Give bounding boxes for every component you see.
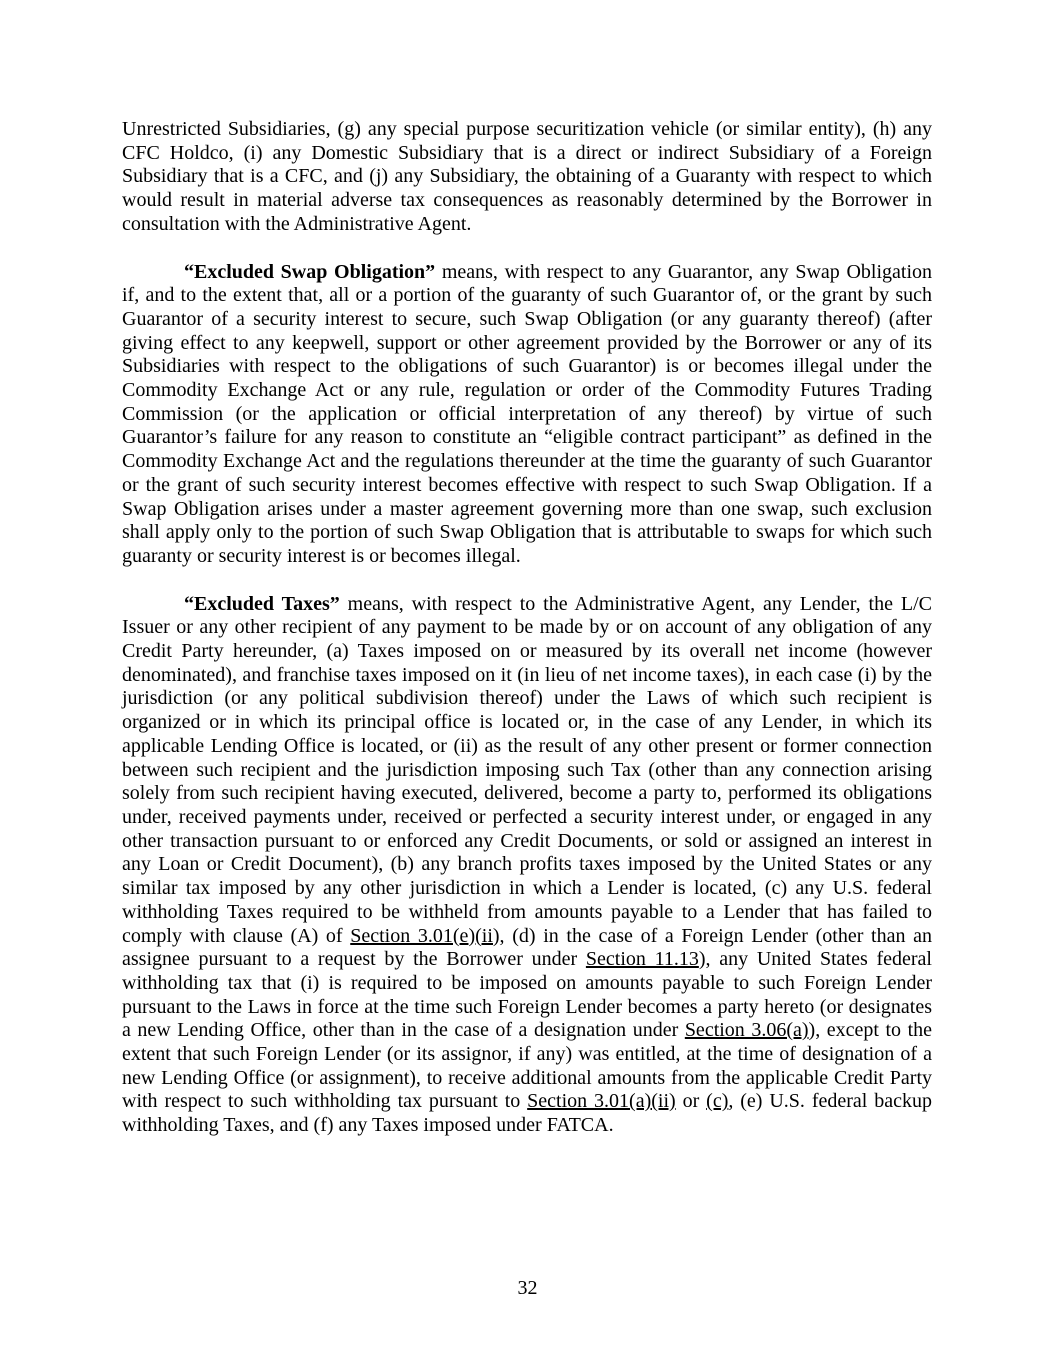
- text-run: means, with respect to any Guarantor, any Swap Obligation if, and to the extent that, all or a portion of the guaranty of such Guarantor of, or the grant by such Guarantor of a security interest to secure, such Swap Obligation (or any guaranty thereof) (after giving effect to any keepwell, support or other agreement provided by the Borrower or any of its Subsidiaries with respect to the obligations of such Guarantor) is or becomes illegal under the Commodity Exchange Act or any rule, regulation or order of the Commodity Futures Trading Commission (or the application or official interpretation of any thereof) by virtue of such Guarantor’s failure for any reason to constitute an “eligible contract participant” as defined in the Commodity Exchange Act and the regulations thereunder at the time the guaranty of such Guarantor or the grant of such security interest becomes effective with respect to such Swap Obligation. If a Swap Obligation arises under a master agreement governing more than one swap, such exclusion shall apply only to the portion of such Swap Obligation that is attributable to swaps for which such guaranty or security interest is or becomes illegal.: [122, 260, 932, 567]
- text-run: ), any United States federal withholding tax that (i) is required to be imposed on amounts payable to such Foreign Lender pursuant to the Laws in force at the time such Foreign Lender becomes a party hereto (or designates a new Lending Office, other than in the case of a designation under: [122, 948, 932, 1042]
- section-reference: (c): [706, 1090, 729, 1113]
- defined-term: “Excluded Swap Obligation”: [184, 260, 436, 283]
- section-reference: Section 3.01(e)(ii): [350, 924, 500, 947]
- text-run: , (d) in the case of a Foreign Lender (other than an assignee pursuant to a request by the Borrower under: [122, 924, 932, 971]
- text-run: or: [675, 1090, 707, 1113]
- page-number: 32: [517, 1277, 538, 1299]
- section-reference: Section 11.13: [585, 948, 699, 971]
- defined-term: “Excluded Taxes”: [184, 592, 340, 615]
- text-run: ), except to the extent that such Foreign Lender (or its assignor, if any) was entitled, at the time of designation of a new Lending Office (or assignment), to receive additional amounts from the applicable Credit Party with respect to such withholding tax pursuant to: [122, 1019, 933, 1113]
- section-reference: Section 3.01(a)(ii): [527, 1090, 676, 1113]
- paragraph: [122, 593, 932, 1138]
- paragraph: [122, 261, 932, 569]
- text-run: means, with respect to the Administrative Agent, any Lender, the L/C Issuer or any other recipient of any payment to be made by or on account of any obligation of any Credit Party hereunder, (a) Taxes imposed on or measured by its overall net income (however denominated), and franchise taxes imposed on it (in lieu of net income taxes), in each case (i) by the jurisdiction (or any political subdivision thereof) under the Laws of which such recipient is organized or in which its principal office is located or, in the case of any Lender, in which its applicable Lending Office is located, or (ii) as the result of any other present or former connection between such recipient and the jurisdiction imposing such Tax (other than any connection arising solely from such recipient having executed, delivered, become a party to, performed its obligations under, received payments under, received or perfected a security interest under, or engaged in any other transaction pursuant to or enforced any Credit Documents, or sold or assigned an interest in any Loan or Credit Document), (b) any branch profits taxes imposed by the United States or any similar tax imposed by any other jurisdiction in which a Lender is located, (c) any U.S. federal withholding Taxes required to be withheld from amounts payable to a Lender that has failed to comply with clause (A) of: [122, 592, 932, 947]
- section-reference: Section 3.06(a): [684, 1019, 809, 1042]
- text-run: Unrestricted Subsidiaries, (g) any special purpose securitization vehicle (or similar entity), (h) any CFC Holdco, (i) any Domestic Subsidiary that is a direct or indirect Subsidiary of a Foreign Subsidiary that is a CFC, and (j) any Subsidiary, the obtaining of a Guaranty with respect to which would result in material adverse tax consequences as reasonably determined by the Borrower in consultation with the Administrative Agent.: [122, 118, 932, 235]
- paragraph: [122, 118, 932, 237]
- document-body: [122, 118, 932, 1162]
- text-run: , (e) U.S. federal backup withholding Taxes, and (f) any Taxes imposed under FATCA.: [122, 1090, 932, 1137]
